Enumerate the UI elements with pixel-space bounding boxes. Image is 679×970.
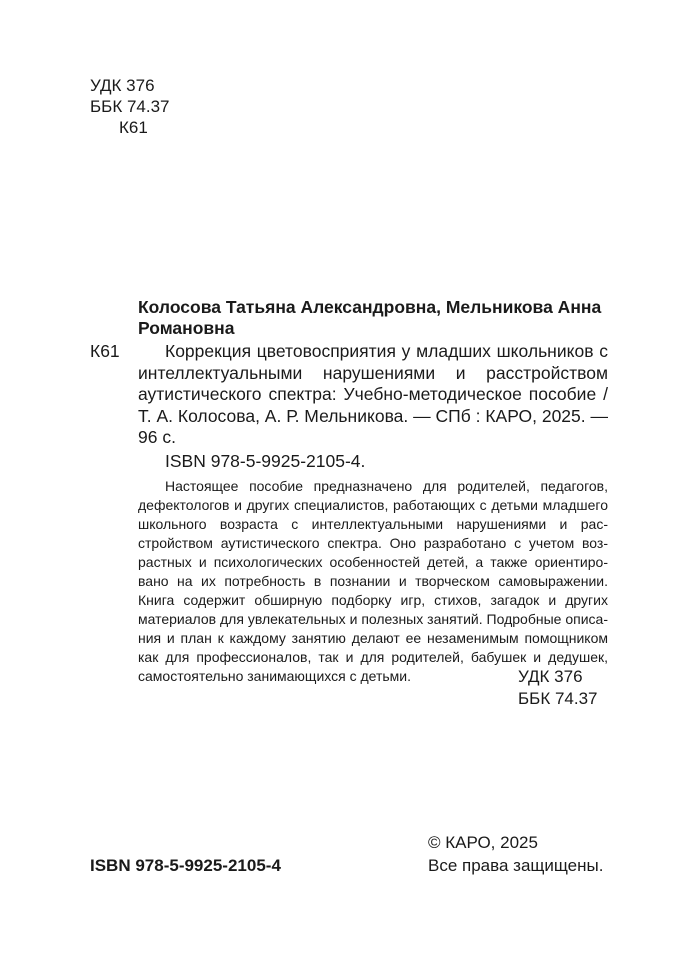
author-mark: К61 — [119, 118, 148, 137]
record-udk: УДК 376 — [518, 667, 583, 686]
footer-isbn: ISBN 978-5-9925-2105-4 — [90, 856, 281, 875]
copyright-notice: © КАРО, 2025 — [428, 833, 538, 852]
record-isbn: ISBN 978-5-9925-2105-4. — [165, 451, 366, 471]
record-author-mark: К61 — [90, 341, 120, 361]
classification-codes-top — [90, 75, 169, 138]
classification-codes-record — [518, 666, 608, 710]
bibliographic-description: Коррекция цветовосприятия у младших школьников с интеллектуальными нарушениями и расстройством аутистического спектра: Учебно-методическое пособие / Т. А. Колосова, А. Р. Мельникова. — СПб : КАРО, 2025. — 96 с. — [138, 341, 608, 447]
record-bbk: ББК 74.37 — [518, 689, 598, 708]
annotation: Настоящее пособие предназначено для родителей, педагогов, дефектологов и других специалистов, работающих с детьми младшего школьного возраста с интеллектуальными нарушениями и расстройством аутистического спектра. Оно разработано с учетом возрастных и психологических особенностей детей, а также ориентировано на их потребность в познании и творческом самовыражении. Книга содержит обширную подборку игр, стихов, загадок и других материалов для увлекательных и полезных занятий. Подробные описания и план к каждому занятию делают ее незаменимым помощником как для профессионалов, так и для родителей, бабушек и дедушек, самостоятельно занимающихся с детьми. — [138, 478, 608, 684]
authors-heading: Колосова Татьяна Александровна, Мельникова Анна Романовна — [138, 297, 602, 338]
rights-reserved: Все права защищены. — [428, 856, 604, 875]
bbk-code: ББК 74.37 — [90, 97, 170, 116]
udk-code: УДК 376 — [90, 76, 155, 95]
